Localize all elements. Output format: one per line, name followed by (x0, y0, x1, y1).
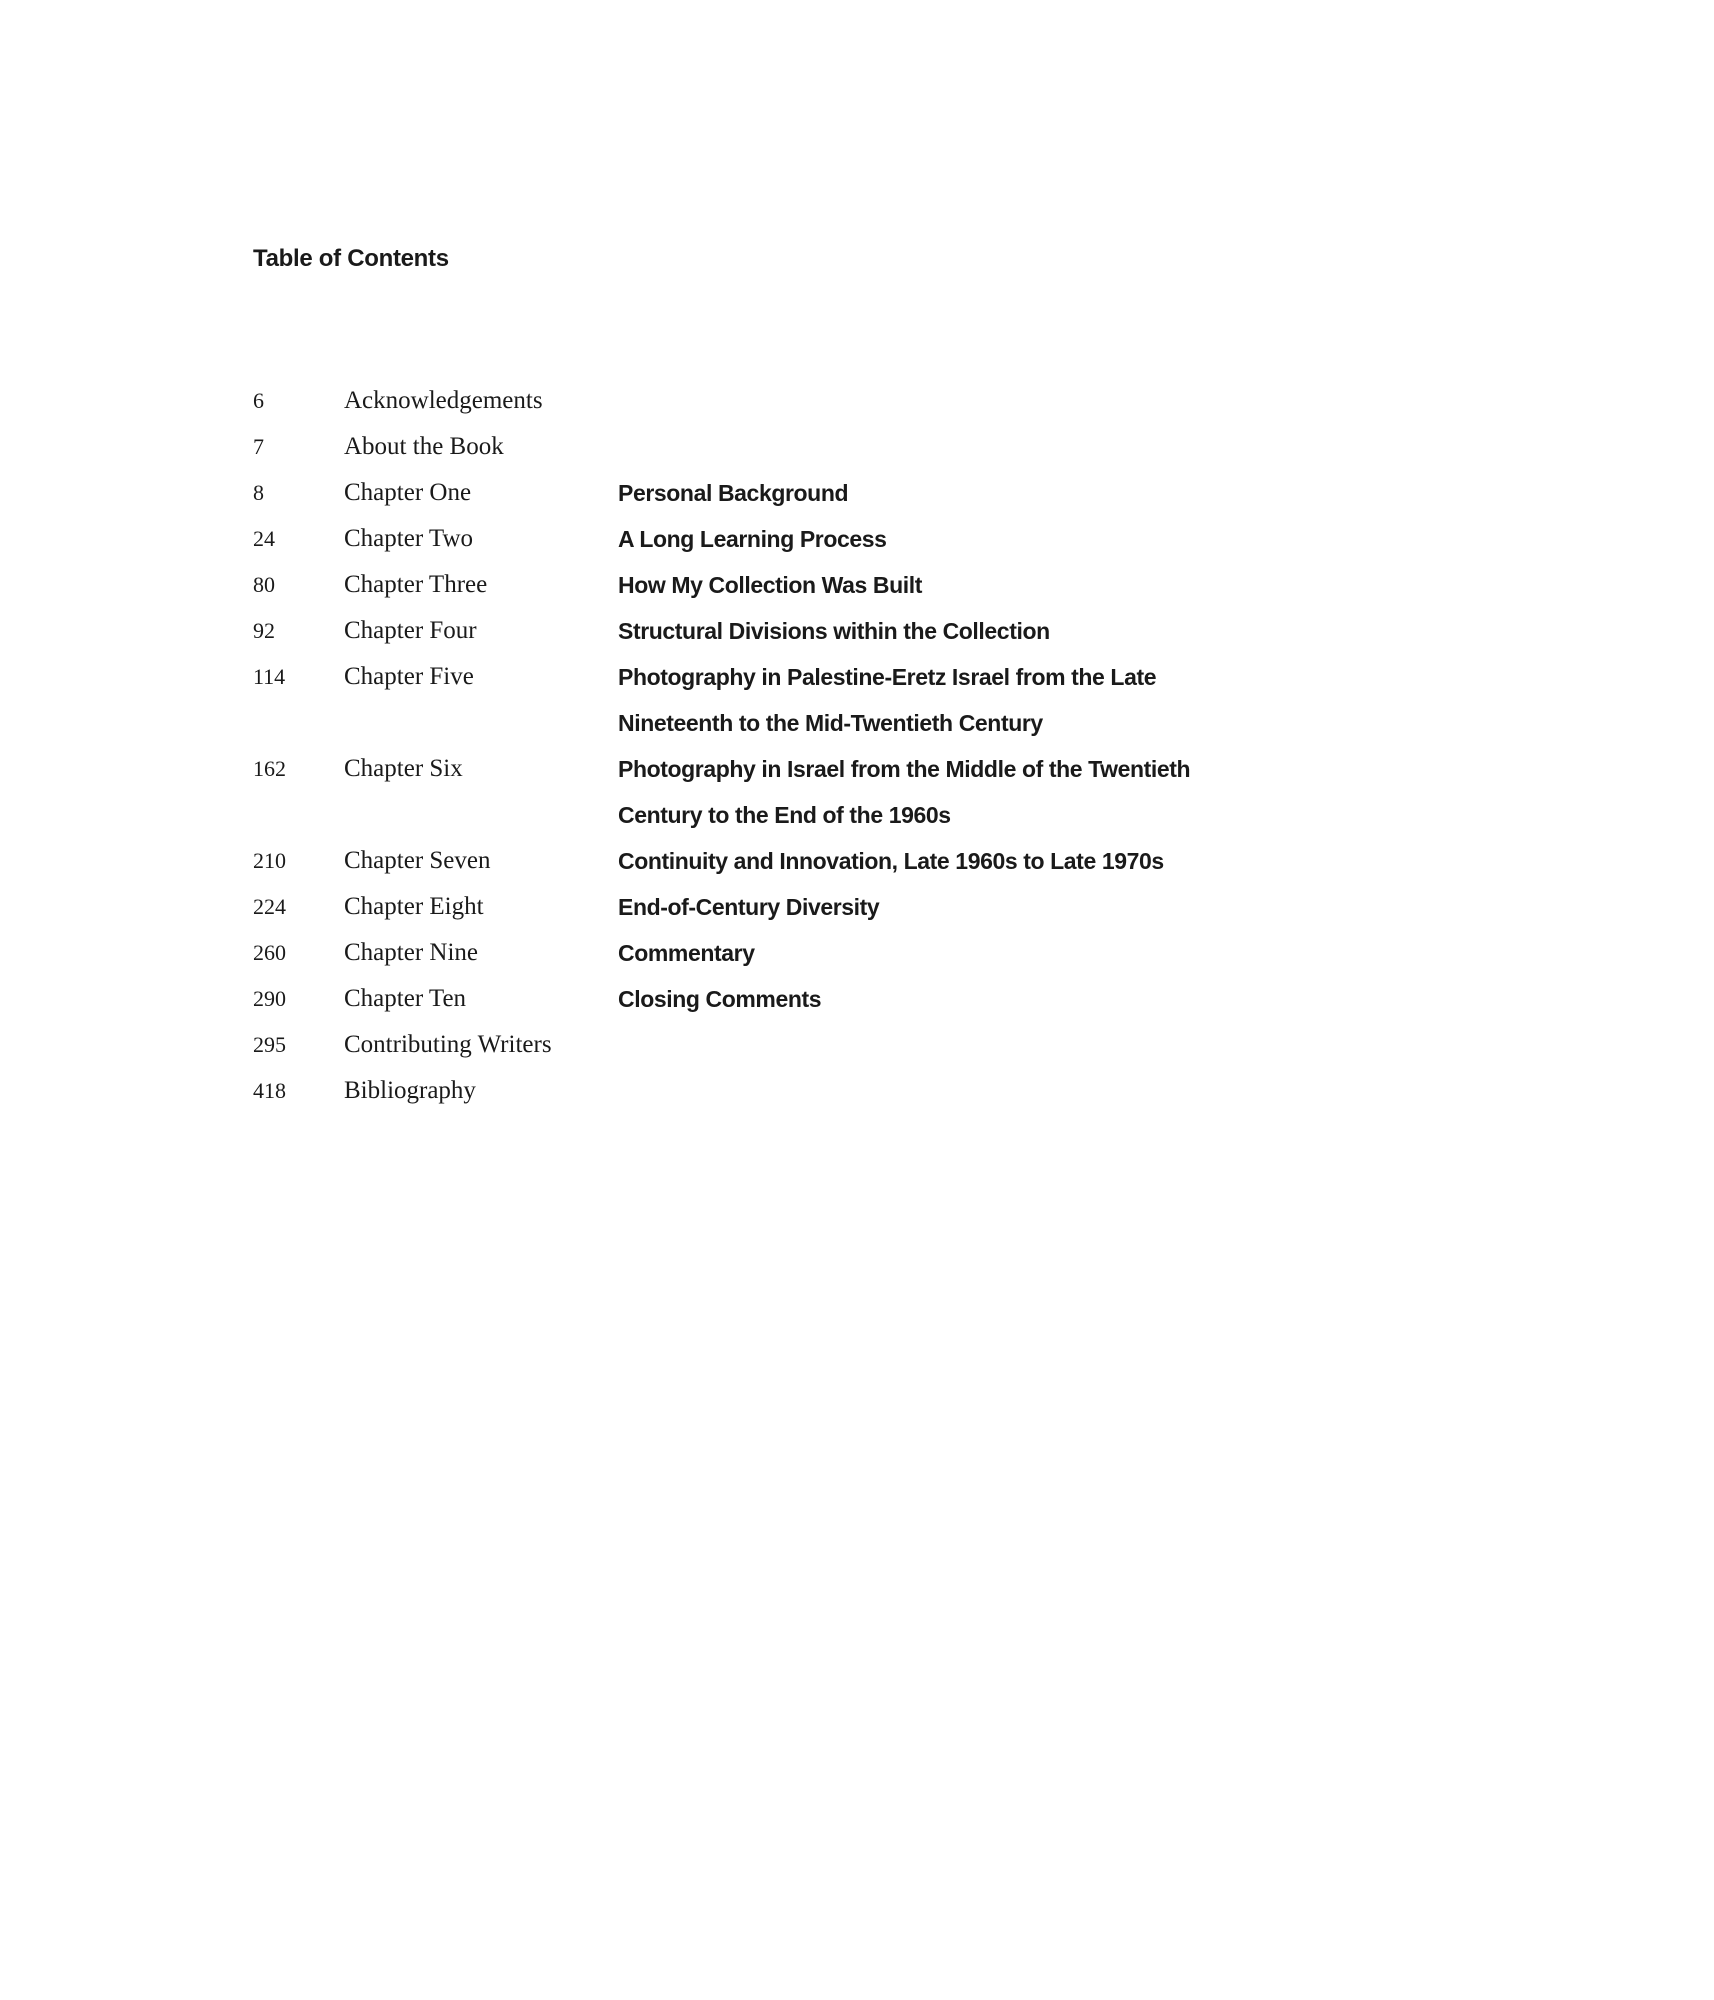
toc-entry-label: Chapter Two (344, 525, 474, 552)
toc-entry-label: Chapter Five (344, 663, 474, 690)
toc-page-number: 295 (253, 1032, 286, 1057)
toc-page-number: 114 (253, 664, 286, 689)
toc-page-number: 162 (253, 756, 286, 781)
toc-chapter-title: Structural Divisions within the Collection (618, 618, 1050, 644)
toc-chapter-title: Photography in Israel from the Middle of the Twentieth Century to the End of the 1960s (618, 756, 1191, 828)
toc-page-number: 80 (253, 572, 275, 597)
toc-entry-label: Chapter Six (344, 755, 463, 782)
toc-page-number: 24 (253, 526, 275, 551)
toc-chapter-title: End-of-Century Diversity (618, 894, 880, 920)
toc-page-number: 92 (253, 618, 275, 643)
toc-page-number: 210 (253, 848, 286, 873)
toc-entry-label: Chapter Three (344, 571, 488, 598)
toc-entry-contributing-writers (253, 1022, 1353, 1068)
toc-entry-chapter-four (253, 608, 1353, 654)
toc-chapter-title: Commentary (618, 940, 755, 966)
toc-entry-chapter-three (253, 562, 1353, 608)
toc-page-number: 6 (253, 388, 264, 413)
toc-chapter-title: Personal Background (618, 480, 849, 506)
toc-entry-label: Bibliography (344, 1077, 476, 1104)
toc-entry-label: About the Book (344, 433, 504, 460)
page-title: Table of Contents (253, 245, 449, 272)
toc-chapter-title: Photography in Palestine-Eretz Israel from the Late Nineteenth to the Mid-Twentieth Century (618, 664, 1157, 736)
toc-entry-acknowledgements (253, 378, 1353, 424)
toc-entry-label: Chapter Ten (344, 985, 467, 1012)
toc-entry-label: Chapter Four (344, 617, 477, 644)
toc-page-number: 7 (253, 434, 264, 459)
toc-entry-chapter-one (253, 470, 1353, 516)
toc-entry-chapter-two (253, 516, 1353, 562)
toc-entry-label: Chapter One (344, 479, 472, 506)
toc-entry-about-the-book (253, 424, 1353, 470)
toc-entry-chapter-six (253, 746, 1353, 838)
toc-chapter-title: Closing Comments (618, 986, 822, 1012)
toc-entry-chapter-seven (253, 838, 1353, 884)
toc-entry-label: Chapter Nine (344, 939, 478, 966)
toc-chapter-title: A Long Learning Process (618, 526, 887, 552)
toc-entry-chapter-ten (253, 976, 1353, 1022)
toc-entry-label: Chapter Eight (344, 893, 484, 920)
toc-chapter-title: Continuity and Innovation, Late 1960s to Late 1970s (618, 848, 1164, 874)
toc-entry-label: Acknowledgements (344, 387, 543, 414)
toc-page-number: 260 (253, 940, 286, 965)
toc-entry-chapter-eight (253, 884, 1353, 930)
toc-chapter-title: How My Collection Was Built (618, 572, 922, 598)
toc-entry-bibliography (253, 1068, 1353, 1114)
toc-page-number: 224 (253, 894, 286, 919)
toc-page-number: 418 (253, 1078, 286, 1103)
toc-entry-label: Contributing Writers (344, 1031, 552, 1058)
toc-page-number: 290 (253, 986, 286, 1011)
toc-page-number: 8 (253, 480, 264, 505)
toc-entry-chapter-five (253, 654, 1353, 746)
toc-entry-label: Chapter Seven (344, 847, 491, 874)
toc-list (253, 378, 1353, 1114)
toc-entry-chapter-nine (253, 930, 1353, 976)
